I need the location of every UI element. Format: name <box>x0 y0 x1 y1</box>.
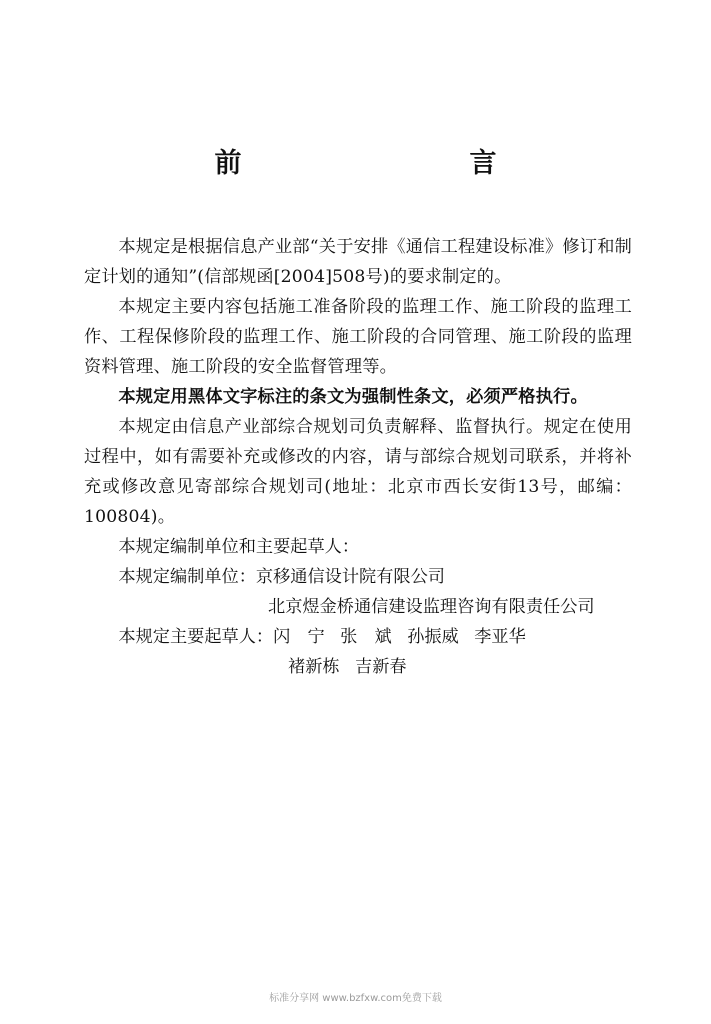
paragraph-4: 本规定由信息产业部综合规划司负责解释、监督执行。规定在使用过程中，如有需要补充或修改的内容，请与部综合规划司联系，并将补充或修改意见寄部综合规划司(地址：北京市西长安街13号，邮编：100804)。 <box>84 417 632 527</box>
unit-1: 京移通信设计院有限公司 <box>255 567 445 587</box>
drafter-name: 李亚华 <box>474 627 526 647</box>
preface-body <box>84 232 632 682</box>
drafter-name: 孙振威 <box>407 627 459 647</box>
drafters-label: 本规定主要起草人： <box>118 627 274 647</box>
page-title: 前 言 <box>214 148 555 179</box>
unit-2: 北京煜金桥通信建设监理咨询有限责任公司 <box>268 597 595 617</box>
drafter-name: 褚新栋 <box>288 657 340 677</box>
drafters-line-2 <box>84 652 632 682</box>
units-label: 本规定编制单位： <box>118 567 256 587</box>
units-intro: 本规定编制单位和主要起草人： <box>118 537 360 557</box>
footer-watermark: 标准分享网 www.bzfxw.com免费下载 <box>269 993 442 1004</box>
units-line <box>84 562 632 592</box>
paragraph-1: 本规定是根据信息产业部“关于安排《通信工程建设标准》修订和制定计划的通知”(信部规函[2004]508号)的要求制定的。 <box>84 237 632 287</box>
drafters-line-1 <box>84 622 632 652</box>
drafter-name: 吉新春 <box>355 657 407 677</box>
drafter-name: 闪 宁 <box>273 627 325 647</box>
drafter-name: 张 斌 <box>340 627 392 647</box>
paragraph-2: 本规定主要内容包括施工准备阶段的监理工作、施工阶段的监理工作、工程保修阶段的监理工作、施工阶段的合同管理、施工阶段的监理资料管理、施工阶段的安全监督管理等。 <box>84 297 632 377</box>
paragraph-3: 本规定用黑体文字标注的条文为强制性条文，必须严格执行。 <box>118 387 588 407</box>
